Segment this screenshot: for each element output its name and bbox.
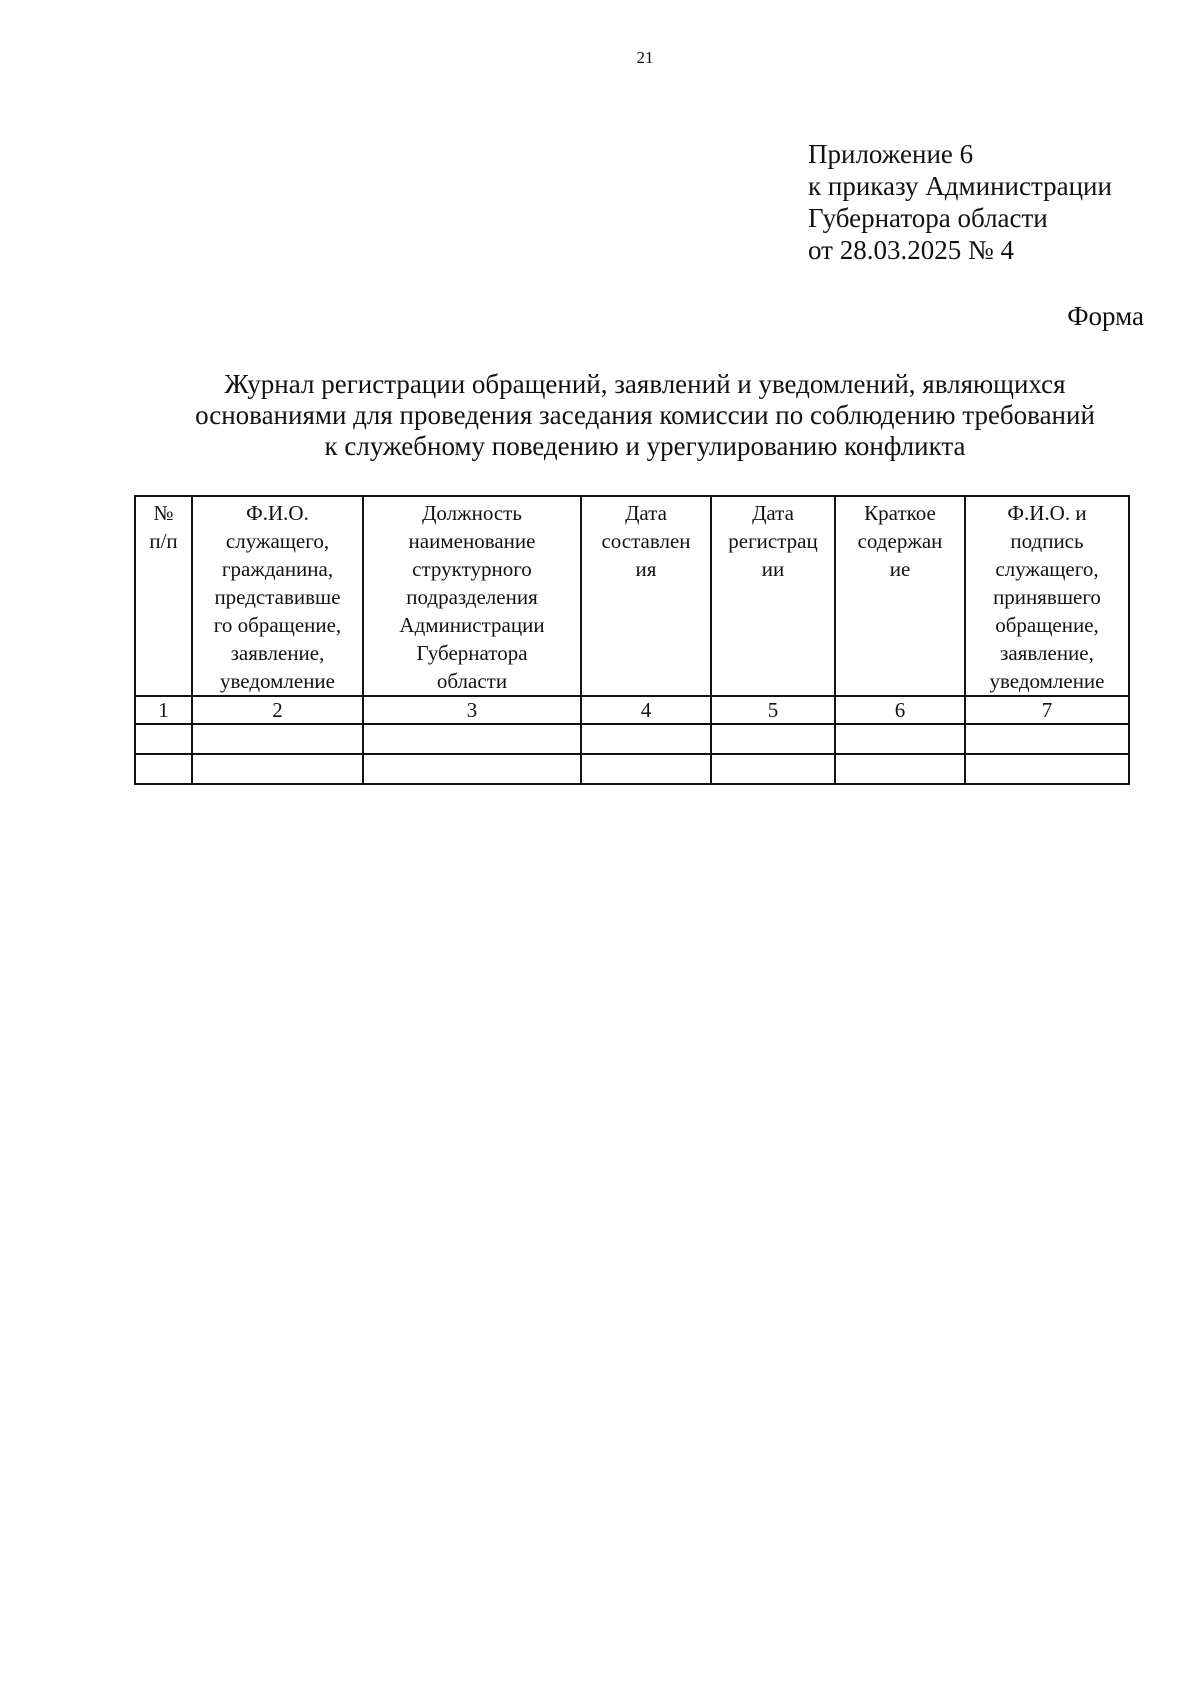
table-row [135, 724, 1129, 754]
empty-cell [135, 724, 192, 754]
table-row [135, 754, 1129, 784]
title-line: основаниями для проведения заседания комиссии по соблюдению требований [195, 400, 1095, 430]
empty-cell [363, 754, 581, 784]
appendix-block [808, 138, 1112, 266]
appendix-line: к приказу Администрации [808, 171, 1112, 201]
header-cell-number: № п/п [135, 496, 192, 696]
empty-cell [965, 724, 1129, 754]
header-cell-compile-date: Дата составлен ия [581, 496, 711, 696]
empty-cell [581, 724, 711, 754]
empty-cell [965, 754, 1129, 784]
title-line: Журнал регистрации обращений, заявлений и уведомлений, являющихся [224, 369, 1066, 399]
empty-cell [581, 754, 711, 784]
header-cell-summary: Краткое содержан ие [835, 496, 965, 696]
column-number-cell: 3 [363, 696, 581, 724]
title-line: к служебному поведению и урегулированию конфликта [324, 431, 966, 461]
empty-cell [192, 754, 363, 784]
header-cell-receiver: Ф.И.О. и подпись служащего, принявшего обращение, заявление, уведомление [965, 496, 1129, 696]
appendix-line: Губернатора области [808, 203, 1048, 233]
column-number-cell: 2 [192, 696, 363, 724]
header-row [135, 496, 1129, 696]
journal-table [134, 495, 1130, 785]
form-label: Форма [1067, 301, 1144, 331]
header-cell-fio: Ф.И.О. служащего, гражданина, представивше го обращение, заявление, уведомление [192, 496, 363, 696]
appendix-line: Приложение 6 [808, 139, 974, 169]
empty-cell [363, 724, 581, 754]
column-number-cell: 7 [965, 696, 1129, 724]
empty-cell [835, 724, 965, 754]
empty-cell [711, 754, 835, 784]
column-number-cell: 6 [835, 696, 965, 724]
empty-cell [192, 724, 363, 754]
empty-cell [835, 754, 965, 784]
empty-cell [711, 724, 835, 754]
empty-cell [135, 754, 192, 784]
header-cell-registration-date: Дата регистрац ии [711, 496, 835, 696]
column-number-cell: 1 [135, 696, 192, 724]
column-number-cell: 4 [581, 696, 711, 724]
appendix-line: от 28.03.2025 № 4 [808, 235, 1014, 265]
column-number-cell: 5 [711, 696, 835, 724]
page-number: 21 [636, 48, 654, 67]
document-title [0, 369, 1200, 462]
header-cell-position: Должность наименование структурного подразделения Администрации Губернатора области [363, 496, 581, 696]
column-number-row [135, 696, 1129, 724]
